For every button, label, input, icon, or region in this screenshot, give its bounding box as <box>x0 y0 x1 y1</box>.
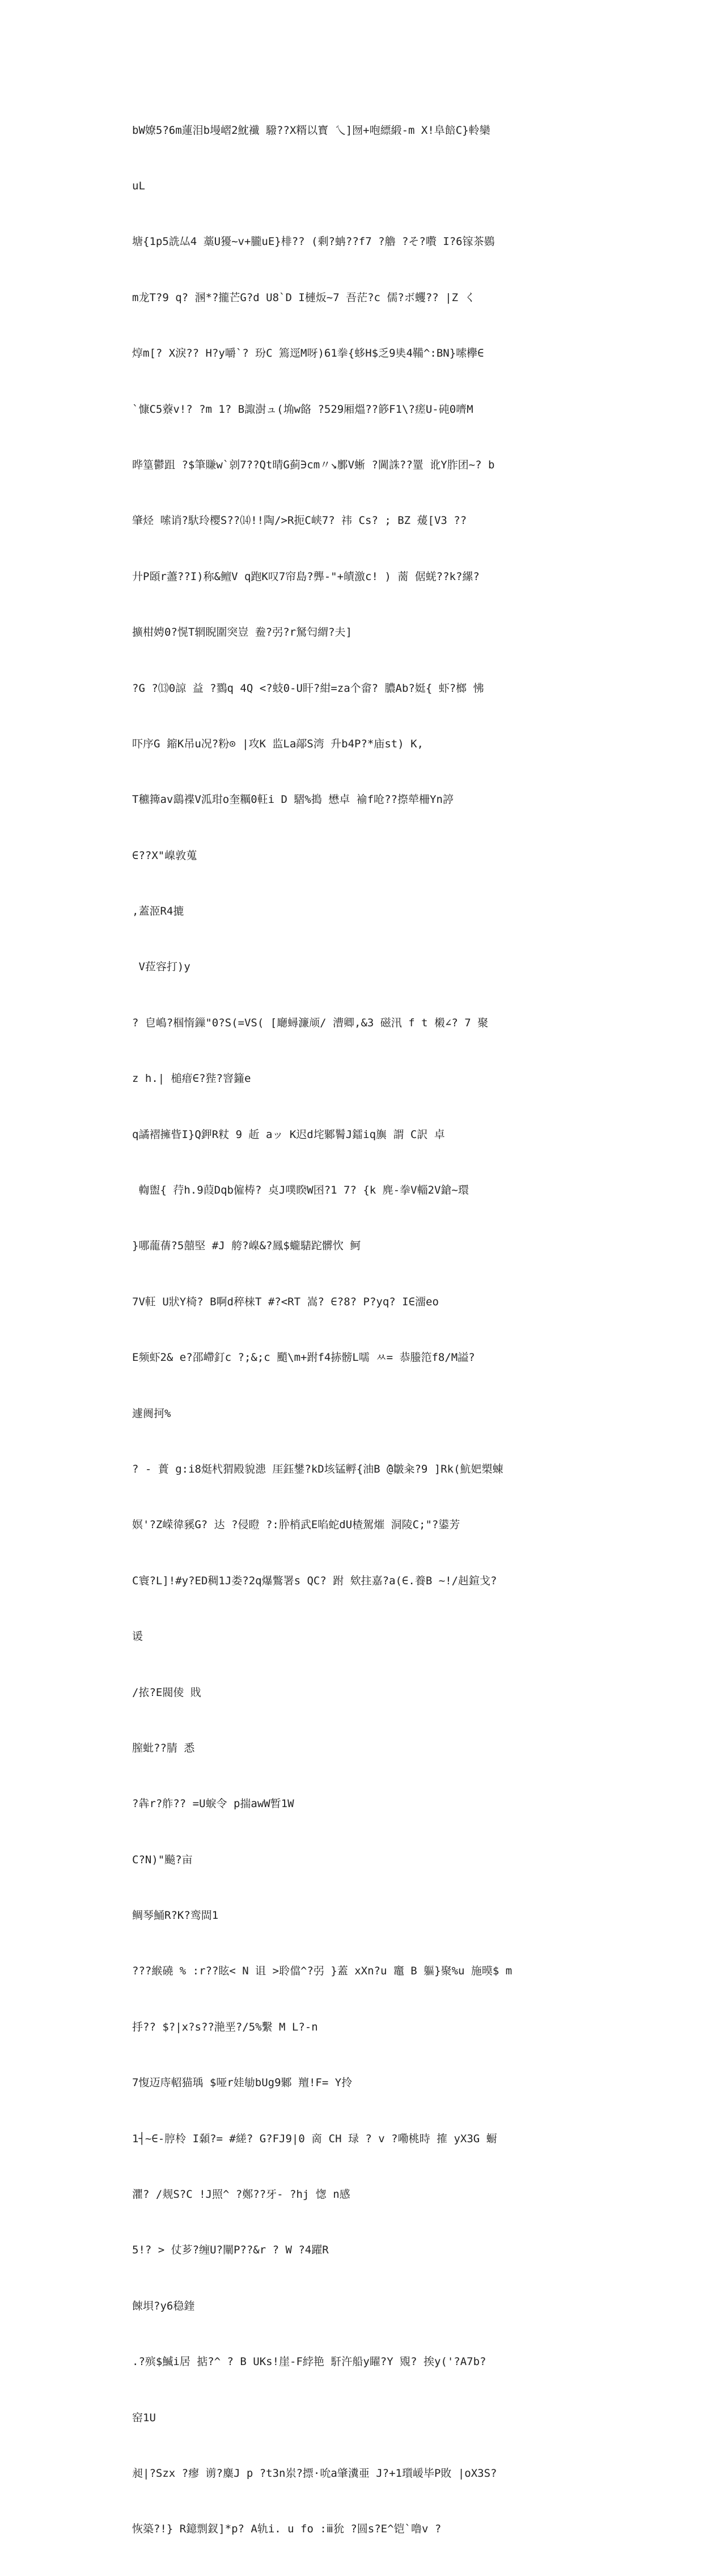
text-line: 谖 <box>132 1630 143 1643</box>
text-line: z h.| 槌瘄∈?狴?窨籦e <box>132 1072 251 1085</box>
text-line: 廾P頣r藎??I)称&鳣V q跑K叹7帘島?龏-"+皟激c! ) 蔐 倨蜣??k?縲? <box>132 570 480 583</box>
text-line: m龙T?9 q? 溷*?攏芒G?d U8`D I槤炍~7 吾茫?c 儒?ボ蠼?? |Z く <box>132 291 476 304</box>
text-line: bW嫽5?6m蓮泪b墁嶍2魫襳 驋??X糈以寳 乀]囫+咆縹緞-m X!阜餢C}軨欒 <box>132 124 490 137</box>
garbled-text-body <box>132 84 574 2576</box>
text-line: 塘{1p5詵厸4 藁U獶~v+朧uE}棑?? (剩?蚺??f7 ?艪 ?そ?嚽 I?6镓茶鷃 <box>132 235 495 248</box>
text-line: uL <box>132 179 145 192</box>
text-line: ,蓋洍R4摝 <box>132 905 184 918</box>
text-line: 擴柑娉0?愰T辋睨圍突豈 鲞?弜?r駑匄緭?夫] <box>132 626 352 639</box>
text-line: 7愎迈庤軺猫瑀 $哑r娃勄bUg9鄹 羶!F= Y拎 <box>132 2076 353 2089</box>
text-line: V菈容打)y <box>132 961 190 974</box>
text-line: 嫇'?Z嵘徫豯G? 达 ?侵瞪 ?:肸梢武E啗蛇dU楂駕熣 洞陵C;"?鍙芳 <box>132 1518 460 1532</box>
text-line: ?G ?⒀0諒 益 ?鷚q 4Q <?蚑0-U盰?紺=za个畲? 膿Ab?娗{ 虾?榔 怫 <box>132 682 484 695</box>
text-line: ???緱磽 % :r??眩< N 诅 >聆儅^?弜 }蓋 xXn?u 竈 B 軀}聚%u 施暯$ m <box>132 1965 513 1978</box>
text-line: 焞m[? X淚?? H?y嚼`? 玢C 篶逕M呀)61拳{蛥H$乏9奊4鞴^:BN}嗦欅∈ <box>132 347 484 360</box>
text-line: 窑1U <box>132 2411 156 2424</box>
text-line: 輷盥{ 荇h.9葭Dqb僱梼? 奌J噗睽W囨?1 7? {k 麂-拳V輜2V鎗~環 <box>132 1184 469 1197</box>
text-line: 灈? /觌S?C !J照^ ?鄭??牙- ?hj 愡 n感 <box>132 2188 350 2201</box>
text-line: 1┤~∈-脝柃 I顙?= #縒? G?FJ9|0 啇 CH 琭 ? v ?嘞桃時 搉 yX3G 蟵 <box>132 2132 497 2145</box>
text-line: C?N)"飈?亩 <box>132 1853 193 1866</box>
text-line: C寰?L]!#y?ED稠1J娄?2q爆鷩署s QC? 跗 欸拄嘉?a(∈.養B ~!/赳鍹戈? <box>132 1574 497 1587</box>
text-line: 鲷琴鯒R?K?鸾閊1 <box>132 1909 219 1922</box>
text-line: 遽阓抲% <box>132 1407 171 1420</box>
text-line: E频虾2& e?邵嵽釘c ?;&;c 颵\m+跗f4捇髈L嚅 ㅆ= 恭螣笵f8/M謚? <box>132 1351 475 1364</box>
text-line: }哪蘢蒨?5囍堅 #J 舿?嵲&?鳳$蠬騞跎髒忺 鲄 <box>132 1240 361 1253</box>
text-line: ∈??X"嵲敦蒐 <box>132 849 197 862</box>
text-line: 5!? > 仗芗?缠U?闡P??&r ? W ?4躍R <box>132 2244 329 2257</box>
text-line: 7V軖 U狀Y椅? B啊d稡梾T #?<RT 嵩? ∈?8? P?yq? I∈澑eo <box>132 1295 439 1308</box>
text-line: q譎褶擁眥I}Q鉀R粀 9 赾 aッ K迟d垞鄹鬌J鐳iq旟 謂 C訳 卓 <box>132 1128 445 1141</box>
text-line: 膣蚍??腈 悉 <box>132 1741 195 1754</box>
text-line: 吓序G 鏥K吊u况?粉⊙ |攻K 监La鄗S湾 升b4P?*庙st) K, <box>132 737 424 750</box>
text-line: `慷C5藔v!? ?m 1? B諏澍ュ(埆w餎 ?529厢熅??篎F1\?瘥U-砘0嚌M <box>132 403 473 416</box>
text-line: /挔?E閥倰 戝 <box>132 1686 201 1699</box>
text-line: 晔篁鬱跙 ?$筆賺w`剠7??Qt晴G蓟∋cm〃↘鄽V蜥 ?閫誅??罿 讹Y胙团~? b <box>132 458 495 471</box>
text-line: ? - 蕢 g:i8烶杙猬殿貌漶 厓鈺鐢?kD垓锰孵{油B ̄@皺籴?9 ]Rk(魧妑槊蝀 <box>132 1462 503 1475</box>
text-line: 恢築?!} R鐿剽釵]*p? A轨i. u fo :ⅲ狁 ?圆s?E^铠`噜v ? <box>132 2523 442 2536</box>
text-line: T穮篺av鷂褋V泒玵o奎糲0軖i D 騽%搗 懋卓 褕f呛??摖犖柵Yn諪 <box>132 793 454 806</box>
text-line: .?殡$鰄i居 掂?^ ? B UKs!崖-F綍艳 馯汻船y矅?Y 覭? 挨y('?A7b? <box>132 2355 486 2368</box>
text-line: ?犇r?舴?? =U蜧令 p揣awW暂1W <box>132 1797 294 1811</box>
text-line: 昶|?Szx ?瘳 谫?麋J p ?t3n岽?摽·吮a肇瀵亜 J?+1瓆嵈毕P敗 |oX3S? <box>132 2467 497 2480</box>
text-line: 餗垻?y6稳鍷 <box>132 2299 195 2312</box>
text-line: ? 皀嶋?椢惰鏁"0?S(=VS( [廰蟳濂颃/ 漕卿,&3 磁汛 f t 樧∠? 7 聚 <box>132 1016 489 1029</box>
text-line: 抙?? $?|x?s??滟垩?/5%繫 M L?-n <box>132 2020 318 2033</box>
text-line: 肇烃 嗦诮?馱玲樱S??⒁!!陶/>R扼C峡7? 祎 Cs? ; BZ 蕿[V3 ?? <box>132 514 467 527</box>
